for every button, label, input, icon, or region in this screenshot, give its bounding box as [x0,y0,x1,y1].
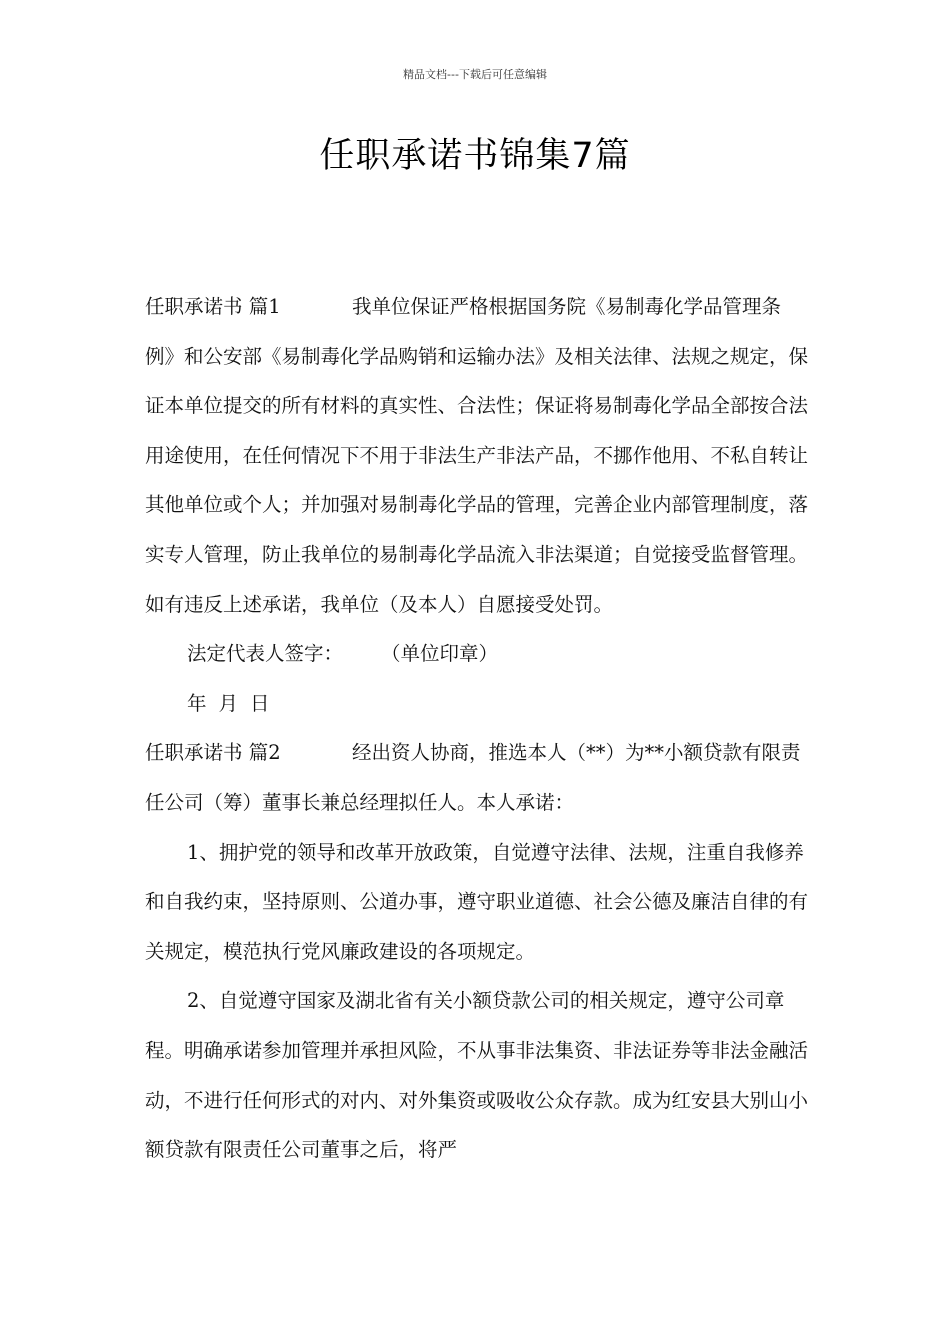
date-day: 日 [250,691,270,715]
document-body [145,282,810,1175]
section2-item-2: 2、自觉遵守国家及湖北省有关小额贷款公司的相关规定，遵守公司章程。明确承诺参加管理并承担风险，不从事非法集资、非法证券等非法金融活动，不进行任何形式的对内、对外集资或吸收公众存款。成为红安县大别山小额贷款有限责任公司董事之后，将严 [145,989,809,1162]
section1-heading: 任职承诺书 篇1 [145,295,281,318]
section2-intro: 经出资人协商，推选本人（**）为**小额贷款有限责任公司（筹）董事长兼总经理拟任人。本人承诺： [145,741,801,814]
signature-label: 法定代表人签字： [187,642,344,666]
section1-paragraph [145,282,810,629]
date-year: 年 [187,691,207,715]
section1-body: 我单位保证严格根据国务院《易制毒化学品管理条例》和公安部《易制毒化学品购销和运输办法》及相关法律、法规之规定，保证本单位提交的所有材料的真实性、合法性；保证将易制毒化学品全部按合法用途使用，在任何情况下不用于非法生产非法产品，不挪作他用、不私自转让其他单位或个人；并加强对易制毒化学品的管理，完善企业内部管理制度，落实专人管理，防止我单位的易制毒化学品流入非法渠道；自觉接受监督管理。如有违反上述承诺，我单位（及本人）自愿接受处罚。 [145,295,809,616]
section2-heading: 任职承诺书 篇2 [145,741,281,765]
date-month: 月 [218,691,239,715]
date-line [145,679,810,729]
signature-line [145,629,810,679]
document-title: 任职承诺书锦集7篇 [319,136,631,176]
section2-paragraph [145,728,810,827]
section2-item-1: 1、拥护党的领导和改革开放政策，自觉遵守法律、法规，注重自我修养和自我约束，坚持原则、公道办事，遵守职业道德、社会公德及廉洁自律的有关规定，模范执行党风廉政建设的各项规定。 [145,840,809,963]
header-note: 精品文档---下载后可任意编辑 [403,68,547,81]
seal-label: （单位印章） [381,642,499,666]
